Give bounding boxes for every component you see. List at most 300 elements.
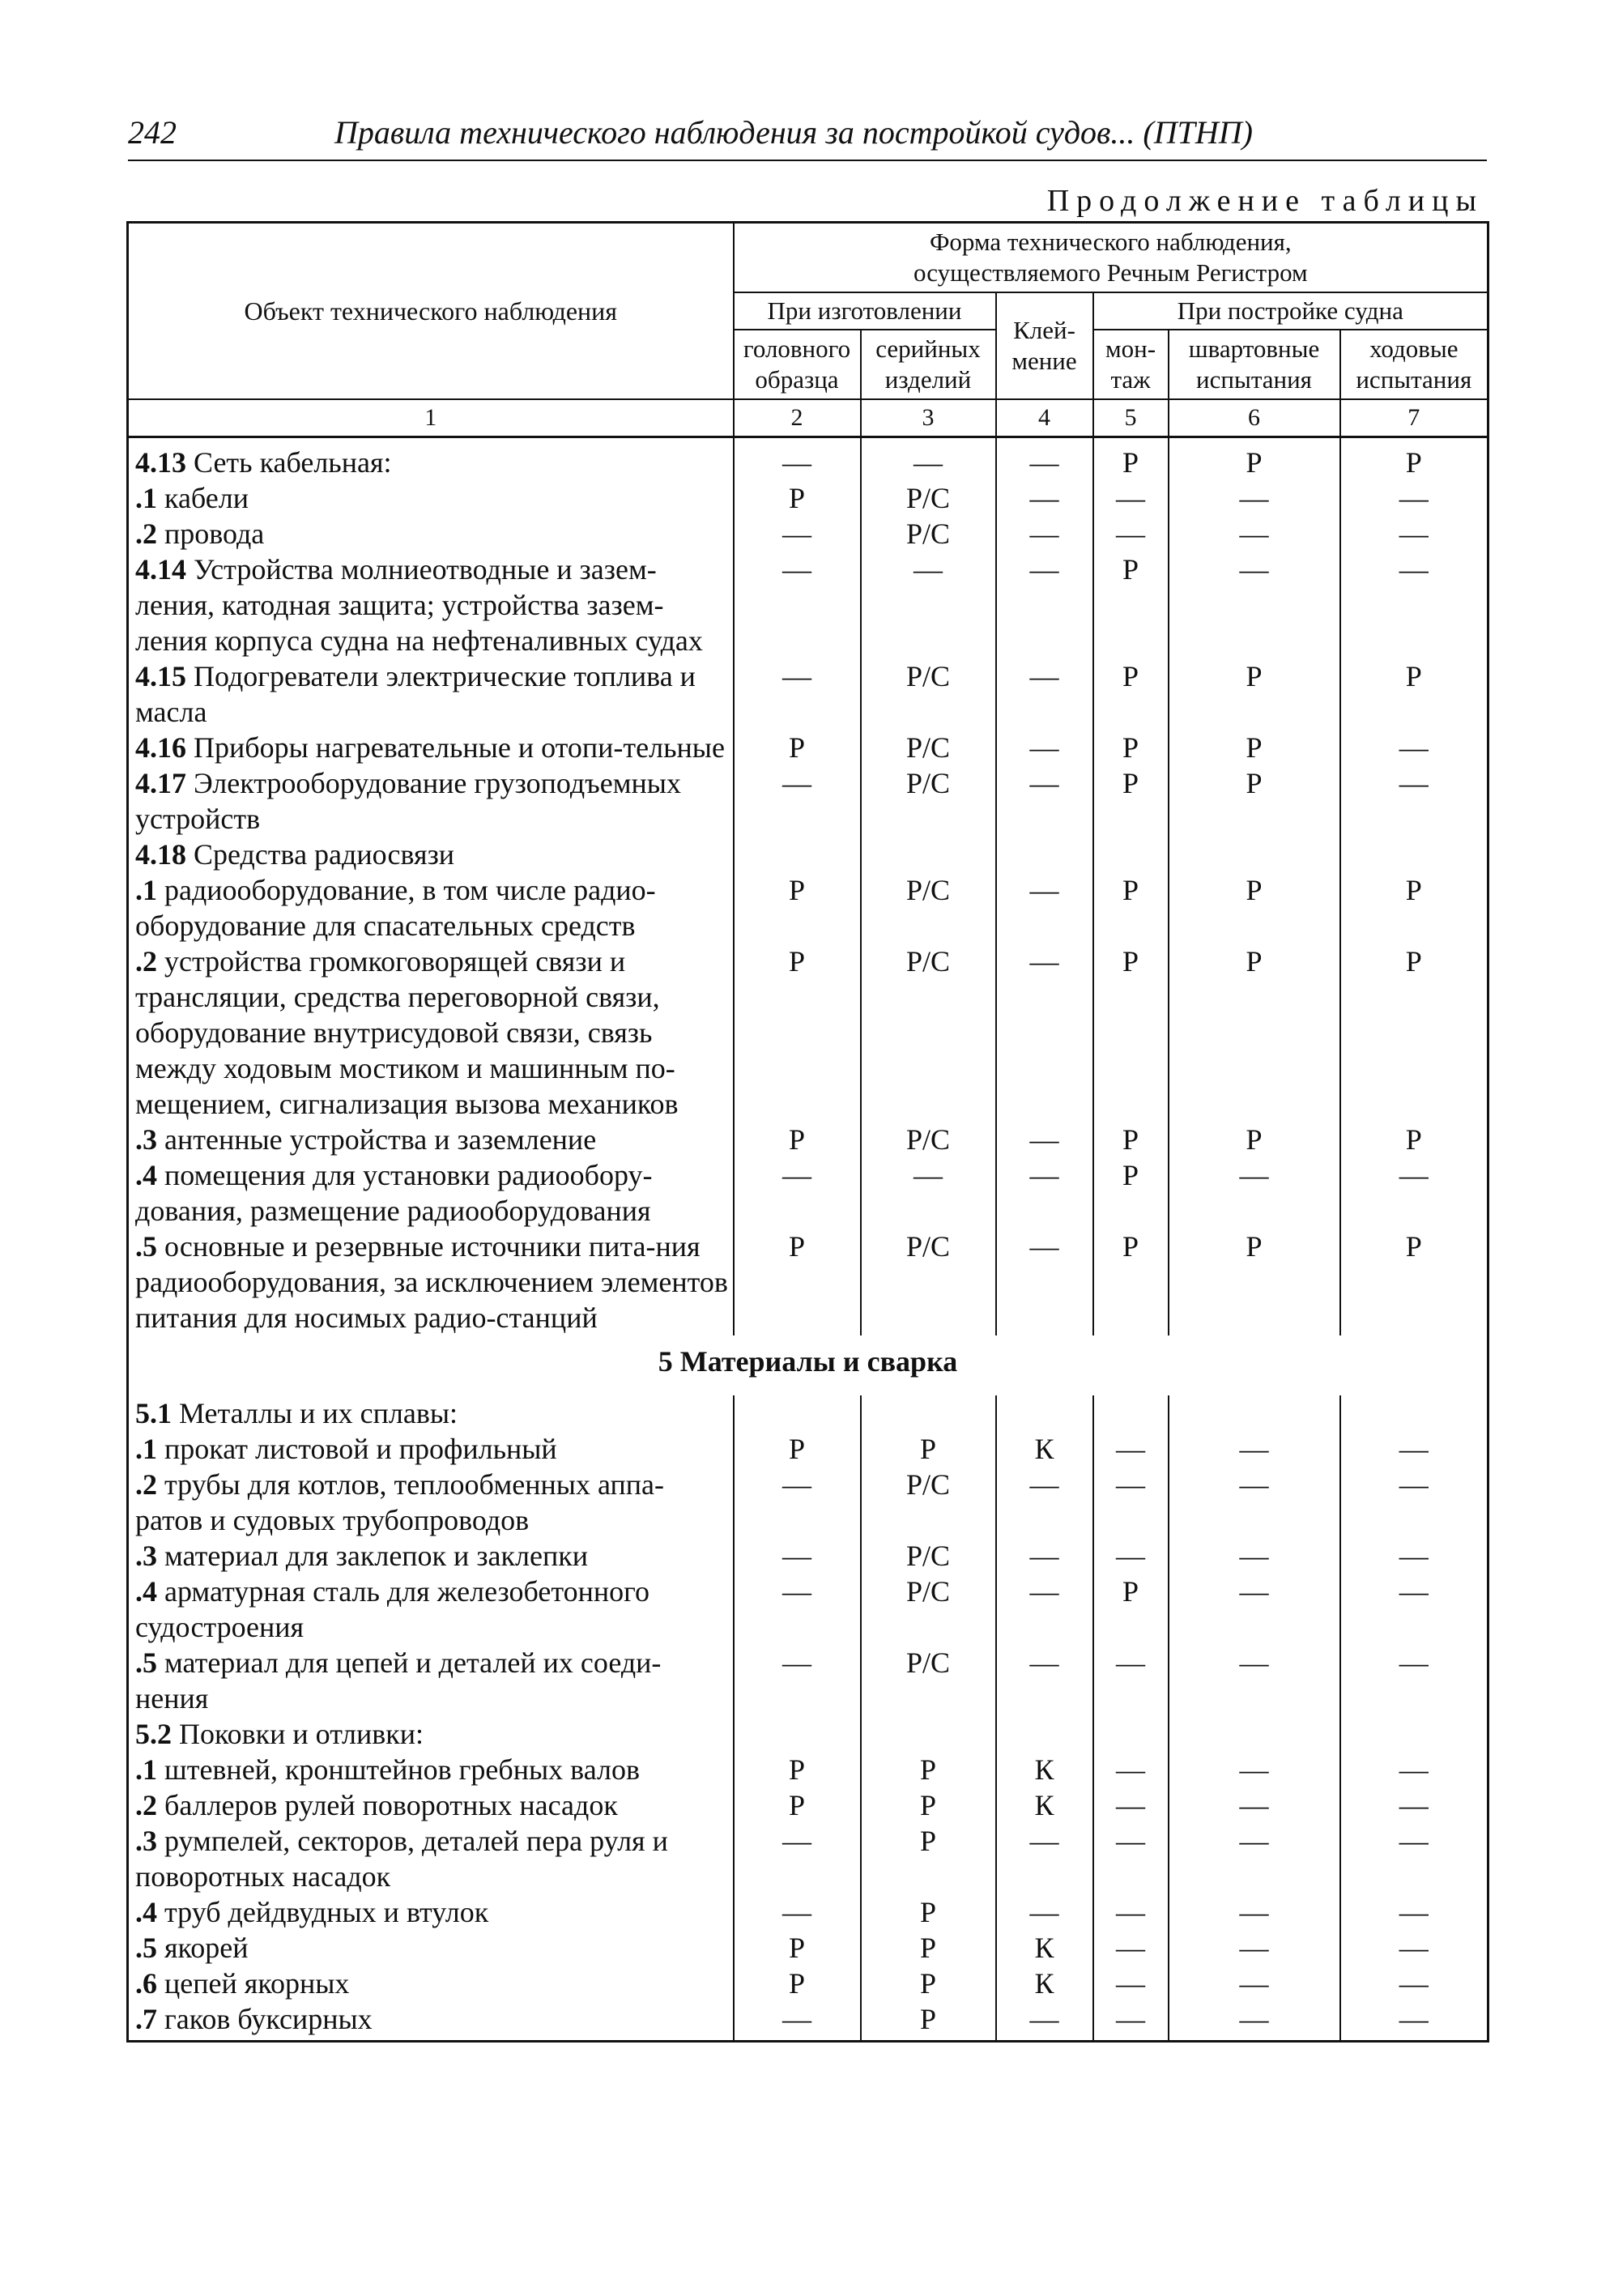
mark-cell: —	[1169, 1894, 1340, 1930]
mark-cell	[734, 1395, 861, 1431]
object-cell	[128, 1574, 734, 1645]
mark-cell: —	[996, 2001, 1093, 2042]
item-text: материал для цепей и деталей их соеди-нения	[135, 1646, 662, 1715]
mark-cell	[861, 1395, 996, 1431]
item-number: .2	[135, 1468, 157, 1501]
mark-cell: Р	[1093, 1157, 1169, 1229]
object-cell	[128, 1966, 734, 2001]
mark-cell: —	[996, 1157, 1093, 1229]
header-rule	[128, 160, 1487, 161]
mark-cell: —	[1169, 516, 1340, 552]
mark-cell: Р	[1169, 658, 1340, 730]
mark-cell: —	[996, 1823, 1093, 1894]
column-number: 5	[1093, 399, 1169, 437]
table-row	[128, 837, 1488, 872]
header-sea-line2: испытания	[1356, 365, 1472, 394]
mark-cell: —	[1169, 1752, 1340, 1787]
mark-cell: —	[1169, 1157, 1340, 1229]
mark-cell: —	[996, 1229, 1093, 1335]
mark-cell: —	[1169, 1930, 1340, 1966]
item-text: Металлы и их сплавы:	[179, 1397, 458, 1429]
object-cell	[128, 1431, 734, 1467]
mark-cell: —	[996, 658, 1093, 730]
column-number: 1	[128, 399, 734, 437]
object-cell	[128, 2001, 734, 2042]
mark-cell: —	[996, 1894, 1093, 1930]
mark-cell: —	[1340, 765, 1488, 837]
item-number: .7	[135, 2003, 157, 2035]
mark-cell: —	[996, 1122, 1093, 1157]
mark-cell: Р	[1093, 765, 1169, 837]
item-number: .2	[135, 518, 157, 550]
mark-cell: Р	[1093, 552, 1169, 658]
column-number: 7	[1340, 399, 1488, 437]
mark-cell: —	[1169, 1966, 1340, 2001]
mark-cell: Р	[734, 1787, 861, 1823]
mark-cell: —	[1093, 1966, 1169, 2001]
mark-cell: —	[861, 552, 996, 658]
table-row	[128, 2001, 1488, 2042]
mark-cell: —	[861, 437, 996, 481]
table-row	[128, 944, 1488, 1122]
mark-cell: Р/С	[861, 730, 996, 765]
mark-cell: —	[1169, 480, 1340, 516]
mark-cell: —	[1169, 1823, 1340, 1894]
item-text: арматурная сталь для железобетонного судостроения	[135, 1575, 649, 1643]
table-row	[128, 1823, 1488, 1894]
mark-cell: Р	[1169, 944, 1340, 1122]
mark-cell: —	[1093, 1431, 1169, 1467]
mark-cell: Р	[1340, 1229, 1488, 1335]
mark-cell	[1340, 837, 1488, 872]
mark-cell: Р	[1093, 437, 1169, 481]
mark-cell: Р	[734, 1930, 861, 1966]
mark-cell: —	[996, 1538, 1093, 1574]
object-cell	[128, 480, 734, 516]
table-row	[128, 1752, 1488, 1787]
mark-cell: Р/С	[861, 765, 996, 837]
mark-cell: К	[996, 1930, 1093, 1966]
object-cell	[128, 1229, 734, 1335]
mark-cell: —	[734, 437, 861, 481]
item-text: кабели	[164, 482, 249, 514]
mark-cell: —	[1340, 1538, 1488, 1574]
object-cell	[128, 1752, 734, 1787]
mark-cell: Р/С	[861, 944, 996, 1122]
mark-cell: Р	[734, 1431, 861, 1467]
item-text: Устройства молниеотводные и зазем-ления, катодная защита; устройства зазем-ления корпуса судна на нефтеналивных судах	[135, 553, 703, 657]
header-construction: При постройке судна	[1093, 292, 1488, 330]
item-number: .4	[135, 1575, 157, 1608]
mark-cell: —	[734, 765, 861, 837]
object-cell	[128, 1395, 734, 1431]
mark-cell: —	[996, 516, 1093, 552]
mark-cell: —	[734, 1467, 861, 1538]
item-number: .5	[135, 1932, 157, 1964]
mark-cell: —	[1340, 1930, 1488, 1966]
mark-cell: —	[734, 516, 861, 552]
mark-cell: Р	[1340, 437, 1488, 481]
mark-cell: —	[996, 1645, 1093, 1716]
object-cell	[128, 1894, 734, 1930]
mark-cell: К	[996, 1431, 1093, 1467]
header-mounting-line1: мон-	[1105, 334, 1156, 363]
mark-cell	[1093, 837, 1169, 872]
item-number: .3	[135, 1540, 157, 1572]
header-serial	[861, 330, 996, 399]
mark-cell	[1169, 1395, 1340, 1431]
object-cell	[128, 1122, 734, 1157]
object-cell	[128, 516, 734, 552]
item-number: 4.15	[135, 660, 186, 692]
header-prototype	[734, 330, 861, 399]
mark-cell: —	[1093, 516, 1169, 552]
table-continuation-label: Продолжение таблицы	[1046, 184, 1484, 218]
mark-cell: Р/С	[861, 516, 996, 552]
page-number: 242	[128, 114, 177, 151]
mark-cell: —	[996, 1574, 1093, 1645]
mark-cell: —	[1169, 552, 1340, 658]
mark-cell	[1169, 837, 1340, 872]
item-number: .1	[135, 1433, 157, 1465]
mark-cell: —	[996, 944, 1093, 1122]
mark-cell: Р	[1169, 872, 1340, 944]
header-mooring-line1: швартовные	[1188, 334, 1320, 363]
table-row	[128, 1467, 1488, 1538]
mark-cell	[1093, 1395, 1169, 1431]
mark-cell	[861, 837, 996, 872]
object-cell	[128, 1823, 734, 1894]
item-text: Средства радиосвязи	[194, 838, 455, 871]
table-row	[128, 1966, 1488, 2001]
table-row	[128, 730, 1488, 765]
item-number: 4.13	[135, 446, 186, 479]
mark-cell: —	[1093, 1823, 1169, 1894]
mark-cell: Р	[1093, 658, 1169, 730]
mark-cell: —	[1093, 1930, 1169, 1966]
table-row	[128, 1787, 1488, 1823]
mark-cell	[1340, 1716, 1488, 1752]
mark-cell: Р	[861, 1431, 996, 1467]
object-cell	[128, 765, 734, 837]
header-mooring-trials	[1169, 330, 1340, 399]
mark-cell: Р	[861, 1894, 996, 1930]
mark-cell: Р	[1169, 437, 1340, 481]
object-cell	[128, 872, 734, 944]
page-header	[128, 113, 1487, 159]
item-text: якорей	[164, 1932, 249, 1964]
mark-cell: Р	[1093, 944, 1169, 1122]
header-mounting	[1093, 330, 1169, 399]
mark-cell: Р	[734, 730, 861, 765]
item-text: Подогреватели электрические топлива и масла	[135, 660, 696, 728]
mark-cell	[996, 837, 1093, 872]
mark-cell: —	[1340, 1431, 1488, 1467]
header-mooring-line2: испытания	[1196, 365, 1312, 394]
table-row	[128, 1538, 1488, 1574]
mark-cell: —	[1340, 1157, 1488, 1229]
mark-cell: —	[996, 765, 1093, 837]
item-text: цепей якорных	[164, 1967, 350, 2000]
mark-cell: Р/С	[861, 658, 996, 730]
mark-cell: —	[1093, 1467, 1169, 1538]
item-number: .5	[135, 1230, 157, 1263]
column-number: 4	[996, 399, 1093, 437]
item-number: 5.2	[135, 1718, 172, 1750]
mark-cell: Р	[1169, 730, 1340, 765]
item-text: Сеть кабельная:	[194, 446, 392, 479]
mark-cell: —	[1169, 2001, 1340, 2042]
mark-cell: —	[734, 2001, 861, 2042]
table-row	[128, 1930, 1488, 1966]
item-number: .4	[135, 1896, 157, 1928]
mark-cell	[734, 1716, 861, 1752]
mark-cell: Р	[861, 1787, 996, 1823]
object-cell	[128, 1787, 734, 1823]
header-form	[734, 223, 1488, 293]
mark-cell: Р	[1340, 658, 1488, 730]
header-sea-line1: ходовые	[1369, 334, 1459, 363]
mark-cell: —	[1093, 1645, 1169, 1716]
item-number: 4.17	[135, 767, 186, 799]
header-form-line1: Форма технического наблюдения,	[929, 228, 1292, 256]
header-branding-line2: мение	[1011, 347, 1077, 375]
item-number: .1	[135, 874, 157, 906]
mark-cell: —	[734, 1894, 861, 1930]
mark-cell: —	[734, 658, 861, 730]
column-number-row	[128, 399, 1488, 437]
item-text: гаков буксирных	[164, 2003, 373, 2035]
mark-cell: —	[996, 872, 1093, 944]
mark-cell: —	[1093, 2001, 1169, 2042]
table-row	[128, 1395, 1488, 1431]
table-row	[128, 480, 1488, 516]
mark-cell: —	[996, 480, 1093, 516]
item-text: Электрооборудование грузоподъемных устройств	[135, 767, 681, 835]
header-form-line2: осуществляемого Речным Регистром	[913, 258, 1308, 287]
table-row	[128, 765, 1488, 837]
object-cell	[128, 1157, 734, 1229]
item-text: баллеров рулей поворотных насадок	[164, 1789, 618, 1821]
table-row	[128, 1122, 1488, 1157]
item-number: 4.16	[135, 731, 186, 764]
mark-cell: Р	[734, 480, 861, 516]
mark-cell: Р/С	[861, 1122, 996, 1157]
mark-cell: —	[1093, 480, 1169, 516]
mark-cell: Р	[1340, 1122, 1488, 1157]
mark-cell: Р	[861, 1752, 996, 1787]
mark-cell: Р	[1340, 944, 1488, 1122]
table-row	[128, 437, 1488, 481]
item-text: материал для заклепок и заклепки	[164, 1540, 588, 1572]
mark-cell: К	[996, 1966, 1093, 2001]
mark-cell: Р/С	[861, 872, 996, 944]
mark-cell: Р	[734, 1122, 861, 1157]
mark-cell: —	[996, 730, 1093, 765]
item-number: .2	[135, 1789, 157, 1821]
item-number: .3	[135, 1825, 157, 1857]
header-prototype-line2: образца	[755, 365, 839, 394]
object-cell	[128, 837, 734, 872]
object-cell	[128, 658, 734, 730]
item-text: помещения для установки радиообору-дования, размещение радиооборудования	[135, 1159, 653, 1227]
mark-cell: —	[1340, 516, 1488, 552]
section-title: 5 Материалы и сварка	[658, 1345, 958, 1378]
mark-cell	[996, 1716, 1093, 1752]
mark-cell: —	[1340, 552, 1488, 658]
table-row	[128, 1431, 1488, 1467]
mark-cell: —	[1093, 1538, 1169, 1574]
header-object: Объект технического наблюдения	[128, 223, 734, 400]
header-mounting-line2: таж	[1110, 365, 1151, 394]
mark-cell: —	[1169, 1787, 1340, 1823]
mark-cell	[734, 837, 861, 872]
mark-cell: —	[1340, 730, 1488, 765]
item-number: .6	[135, 1967, 157, 2000]
mark-cell: Р	[734, 1966, 861, 2001]
column-number: 2	[734, 399, 861, 437]
mark-cell: —	[1169, 1431, 1340, 1467]
table-row	[128, 1229, 1488, 1335]
mark-cell: —	[1340, 480, 1488, 516]
mark-cell: —	[734, 1538, 861, 1574]
item-number: .2	[135, 945, 157, 978]
mark-cell: Р	[1169, 765, 1340, 837]
table-row	[128, 1645, 1488, 1716]
table-row	[128, 516, 1488, 552]
table-row	[128, 1716, 1488, 1752]
object-cell	[128, 1467, 734, 1538]
item-text: штевней, кронштейнов гребных валов	[164, 1753, 640, 1786]
column-number: 3	[861, 399, 996, 437]
mark-cell: Р	[1093, 1122, 1169, 1157]
table-head	[128, 223, 1488, 437]
mark-cell: Р	[734, 944, 861, 1122]
running-title: Правила технического наблюдения за постройкой судов... (ПТНП)	[334, 114, 1253, 151]
mark-cell: Р/С	[861, 1574, 996, 1645]
mark-cell	[1169, 1716, 1340, 1752]
header-branding-line1: Клей-	[1013, 316, 1075, 344]
mark-cell: Р	[1093, 730, 1169, 765]
item-number: .5	[135, 1646, 157, 1679]
item-number: 4.18	[135, 838, 186, 871]
mark-cell: Р	[861, 1930, 996, 1966]
mark-cell: Р/С	[861, 1467, 996, 1538]
table-row	[128, 552, 1488, 658]
mark-cell: —	[996, 437, 1093, 481]
mark-cell	[996, 1395, 1093, 1431]
object-cell	[128, 437, 734, 481]
mark-cell: Р	[1340, 872, 1488, 944]
header-branding	[996, 292, 1093, 399]
item-text: прокат листовой и профильный	[164, 1433, 557, 1465]
table-row	[128, 1157, 1488, 1229]
mark-cell: —	[1340, 1787, 1488, 1823]
item-text: Поковки и отливки:	[179, 1718, 424, 1750]
mark-cell: —	[1169, 1645, 1340, 1716]
mark-cell: —	[734, 552, 861, 658]
mark-cell: —	[734, 1823, 861, 1894]
mark-cell: —	[1340, 1467, 1488, 1538]
object-cell	[128, 1538, 734, 1574]
item-number: .1	[135, 482, 157, 514]
mark-cell: Р	[1093, 1574, 1169, 1645]
item-text: основные и резервные источники пита-ния радиооборудования, за исключением элементов питания для носимых радио-станций	[135, 1230, 728, 1334]
mark-cell: Р	[734, 872, 861, 944]
mark-cell: Р	[861, 1966, 996, 2001]
mark-cell: Р	[734, 1752, 861, 1787]
item-number: 4.14	[135, 553, 186, 586]
mark-cell: —	[1340, 1752, 1488, 1787]
mark-cell	[1093, 1716, 1169, 1752]
header-serial-line2: изделий	[884, 365, 972, 394]
table-row	[128, 872, 1488, 944]
mark-cell: Р	[861, 1823, 996, 1894]
header-serial-line1: серийных	[875, 334, 981, 363]
table-row	[128, 1574, 1488, 1645]
item-text: румпелей, секторов, деталей пера руля и поворотных насадок	[135, 1825, 668, 1893]
object-cell	[128, 944, 734, 1122]
header-sea-trials	[1340, 330, 1488, 399]
table-row	[128, 1894, 1488, 1930]
mark-cell: —	[1169, 1538, 1340, 1574]
mark-cell: —	[1093, 1787, 1169, 1823]
object-cell	[128, 1930, 734, 1966]
header-manufacture: При изготовлении	[734, 292, 996, 330]
mark-cell: Р/С	[861, 1229, 996, 1335]
item-text: устройства громкоговорящей связи и трансляции, средства переговорной связи, оборудование внутрисудовой связи, связь между ходовым мостиком и машинным по-мещением, сигнализация вызова механиков	[135, 945, 679, 1120]
mark-cell: Р/С	[861, 1538, 996, 1574]
mark-cell: Р	[1093, 1229, 1169, 1335]
table-row	[128, 658, 1488, 730]
mark-cell	[861, 1716, 996, 1752]
mark-cell: —	[1093, 1894, 1169, 1930]
header-prototype-line1: головного	[743, 334, 851, 363]
mark-cell: Р/С	[861, 1645, 996, 1716]
mark-cell: К	[996, 1787, 1093, 1823]
item-number: .3	[135, 1123, 157, 1156]
mark-cell: —	[734, 1645, 861, 1716]
mark-cell: Р	[1169, 1229, 1340, 1335]
mark-cell: —	[996, 1467, 1093, 1538]
inspection-table	[126, 221, 1489, 2043]
item-text: радиооборудование, в том числе радио-оборудование для спасательных средств	[135, 874, 656, 942]
mark-cell: Р/С	[861, 480, 996, 516]
mark-cell: Р	[861, 2001, 996, 2042]
mark-cell: —	[734, 1574, 861, 1645]
mark-cell: Р	[1169, 1122, 1340, 1157]
mark-cell: —	[734, 1157, 861, 1229]
object-cell	[128, 552, 734, 658]
mark-cell: —	[861, 1157, 996, 1229]
mark-cell: —	[1340, 1574, 1488, 1645]
mark-cell: К	[996, 1752, 1093, 1787]
mark-cell	[1340, 1395, 1488, 1431]
mark-cell: —	[1340, 1894, 1488, 1930]
item-number: .4	[135, 1159, 157, 1191]
mark-cell: —	[1340, 1645, 1488, 1716]
object-cell	[128, 730, 734, 765]
mark-cell: —	[1340, 1823, 1488, 1894]
table-body	[128, 437, 1488, 2042]
mark-cell: —	[1093, 1752, 1169, 1787]
mark-cell: —	[1169, 1574, 1340, 1645]
mark-cell: Р	[734, 1229, 861, 1335]
object-cell	[128, 1716, 734, 1752]
mark-cell: Р	[1093, 872, 1169, 944]
item-text: провода	[164, 518, 265, 550]
item-text: Приборы нагревательные и отопи-тельные	[194, 731, 725, 764]
